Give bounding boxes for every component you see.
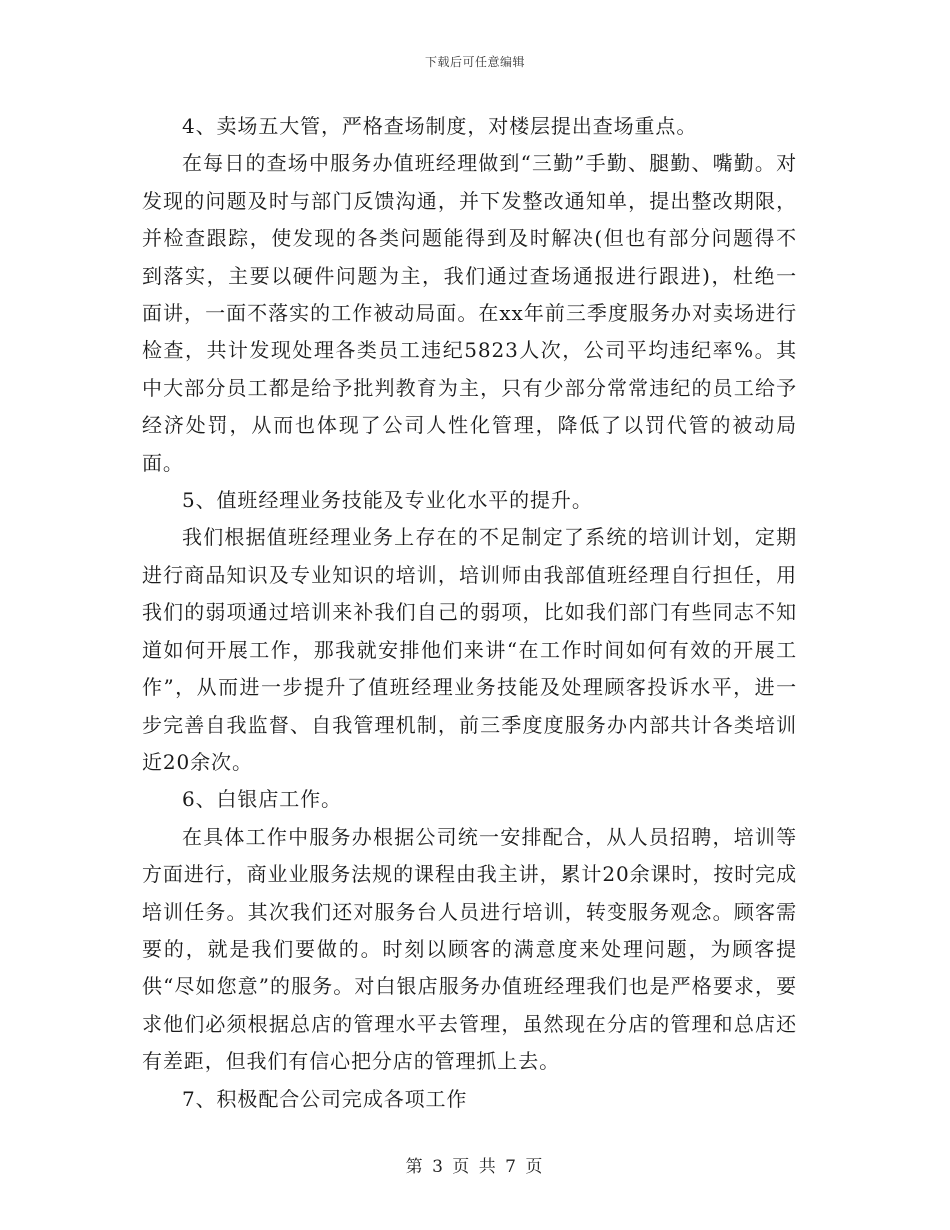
section-heading-5: 5、值班经理业务技能及专业化水平的提升。: [182, 488, 593, 513]
document-body: [142, 108, 797, 1118]
paragraph-inspection: 在每日的查场中服务办值班经理做到“三勤”手勤、腿勤、嘴勤。对发现的问题及时与部门反馈沟通，并下发整改通知单，提出整改期限，并检查跟踪，使发现的各类问题能得到及时解决(但也有部分问题得不到落实，主要以硬件问题为主，我们通过查场通报进行跟进)，杜绝一面讲，一面不落实的工作被动局面。在xx年前三季度服务办对卖场进行检查，共计发现处理各类员工违纪5823人次，公司平均违纪率%。其中大部分员工都是给予批判教育为主，只有少部分常常违纪的员工给予经济处罚，从而也体现了公司人性化管理，降低了以罚代管的被动局面。: [142, 151, 797, 475]
paragraph-training: 我们根据值班经理业务上存在的不足制定了系统的培训计划，定期进行商品知识及专业知识的培训，培训师由我部值班经理自行担任，用我们的弱项通过培训来补我们自己的弱项，比如我们部门有些同志不知道如何开展工作，那我就安排他们来讲“在工作时间如何有效的开展工作”，从而进一步提升了值班经理业务技能及处理顾客投诉水平，进一步完善自我监督、自我管理机制，前三季度度服务办内部共计各类培训近20余次。: [142, 525, 797, 774]
section-heading-4: 4、卖场五大管，严格查场制度，对楼层提出查场重点。: [182, 114, 698, 138]
section-heading-6: 6、白银店工作。: [182, 787, 342, 812]
paragraph-baiyin-store: 在具体工作中服务办根据公司统一安排配合，从人员招聘，培训等方面进行，商业业服务法规的课程由我主讲，累计20余课时，按时完成培训任务。其次我们还对服务台人员进行培训，转变服务观念。顾客需要的，就是我们要做的。时刻以顾客的满意度来处理问题，为顾客提供“尽如您意”的服务。对白银店服务办值班经理我们也是严格要求，要求他们必须根据总店的管理水平去管理，虽然现在分店的管理和总店还有差距，但我们有信心把分店的管理抓上去。: [142, 824, 797, 1074]
section-heading-7: 7、积极配合公司完成各项工作: [182, 1086, 468, 1111]
page-header: 下载后可任意编辑: [424, 55, 525, 69]
page-footer: 第 3 页 共 7 页: [405, 1157, 545, 1177]
